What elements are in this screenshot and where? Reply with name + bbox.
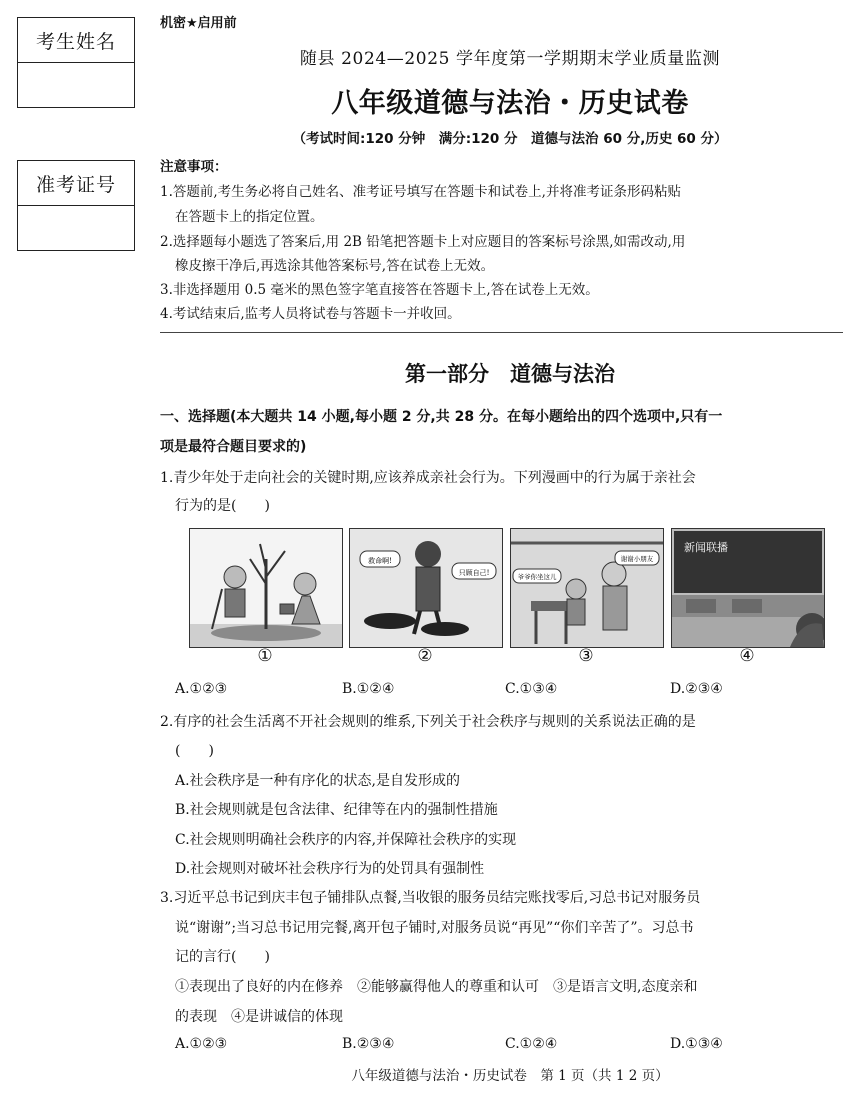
q2-option-a: A.社会秩序是一种有序化的状态,是自发形成的	[175, 773, 461, 789]
notice-item: 1.答题前,考生务必将自己姓名、准考证号填写在答题卡和试卷上,并将准考证条形码粘贴	[160, 184, 681, 200]
candidate-name-field[interactable]	[18, 63, 134, 107]
speech-bubble-text: 只顾自己!	[458, 569, 490, 577]
speech-bubble-text: 谢谢小朋友	[620, 555, 654, 563]
exam-number-box	[17, 160, 135, 251]
q3-option-d: D.①③④	[670, 1036, 723, 1052]
notice-item: 橡皮擦干净后,再选涂其他答案标号,答在试卷上无效。	[175, 258, 495, 274]
comic-tree-planting	[189, 528, 343, 648]
picture-label: ①	[257, 646, 273, 666]
q3-option-b: B.②③④	[342, 1036, 395, 1052]
q3-stem-cont: 说“谢谢”;当习总书记用完餐,离开包子铺时,对服务员说“再见”“你们辛苦了”。习总书	[175, 920, 694, 936]
notice-item: 2.选择题每小题选了答案后,用 2B 铅笔把答题卡上对应题目的答案标号涂黑,如需改动,用	[160, 234, 686, 250]
tv-caption: 新闻联播	[684, 541, 728, 554]
notice-item: 3.非选择题用 0.5 毫米的黑色签字笔直接答在答题卡上,答在试卷上无效。	[160, 282, 599, 298]
exam-info: （考试时间:120 分钟 满分:120 分 道德与法治 60 分,历史 60 分）	[292, 131, 728, 147]
notice-item: 在答题卡上的指定位置。	[175, 209, 324, 225]
exam-number-label: 准考证号	[18, 161, 134, 206]
manhole-illustration	[350, 529, 502, 647]
exam-title: 八年级道德与法治・历史试卷	[331, 88, 689, 119]
exam-subtitle: 随县 2024—2025 学年度第一学期期末学业质量监测	[299, 49, 721, 69]
q1-option-b: B.①②④	[342, 681, 395, 697]
q1-stem-cont: 行为的是( )	[175, 498, 270, 514]
comic-bus-seat	[510, 528, 664, 648]
picture-label: ④	[739, 646, 755, 666]
news-tv-illustration	[672, 529, 824, 647]
divider	[160, 332, 843, 333]
q2-option-c: C.社会规则明确社会秩序的内容,并保障社会秩序的实现	[175, 832, 517, 848]
speech-bubble-text: 救命啊!	[368, 557, 392, 565]
q2-stem: 2.有序的社会生活离不开社会规则的维系,下列关于社会秩序与规则的关系说法正确的是	[160, 714, 696, 730]
exam-number-field[interactable]	[18, 206, 134, 250]
bus-seat-illustration	[511, 529, 663, 647]
q3-statements-cont: 的表现 ④是讲诚信的体现	[175, 1009, 343, 1025]
section-heading-cont: 项是最符合题目要求的)	[160, 439, 307, 455]
notice-heading: 注意事项：	[160, 159, 228, 175]
q3-statements: ①表现出了良好的内在修养 ②能够赢得他人的尊重和认可 ③是语言文明,态度亲和	[175, 979, 698, 995]
notice-item: 4.考试结束后,监考人员将试卷与答题卡一并收回。	[160, 306, 461, 322]
candidate-name-box	[17, 17, 135, 108]
q3-stem-end: 记的言行( )	[175, 949, 270, 965]
page-footer: 八年级道德与法治・历史试卷 第 1 页（共 1 2 页）	[351, 1068, 669, 1084]
comic-manhole	[349, 528, 503, 648]
part-title: 第一部分 道德与法治	[405, 362, 615, 386]
candidate-name-label: 考生姓名	[18, 18, 134, 63]
q3-stem: 3.习近平总书记到庆丰包子铺排队点餐,当收银的服务员结完账找零后,习总书记对服务员	[160, 890, 701, 906]
q2-option-b: B.社会规则就是包含法律、纪律等在内的强制性措施	[175, 802, 498, 818]
picture-label: ②	[417, 646, 433, 666]
section-heading: 一、选择题(本大题共 14 小题,每小题 2 分,共 28 分。在每小题给出的四个选项中,只有一	[160, 409, 723, 425]
q1-option-c: C.①③④	[505, 681, 558, 697]
q1-option-d: D.②③④	[670, 681, 723, 697]
picture-label: ③	[578, 646, 594, 666]
secret-mark: 机密★启用前	[160, 16, 237, 31]
q3-option-a: A.①②③	[175, 1036, 228, 1052]
q3-option-c: C.①②④	[505, 1036, 558, 1052]
q1-stem: 1.青少年处于走向社会的关键时期,应该养成亲社会行为。下列漫画中的行为属于亲社会	[160, 470, 696, 486]
q2-stem-cont: ( )	[175, 743, 214, 759]
q1-option-a: A.①②③	[175, 681, 228, 697]
q2-option-d: D.社会规则对破坏社会秩序行为的处罚具有强制性	[175, 861, 485, 877]
speech-bubble-text: 爷爷你坐这儿	[517, 573, 557, 581]
tree-planting-illustration	[190, 529, 342, 647]
comic-news-tv	[671, 528, 825, 648]
